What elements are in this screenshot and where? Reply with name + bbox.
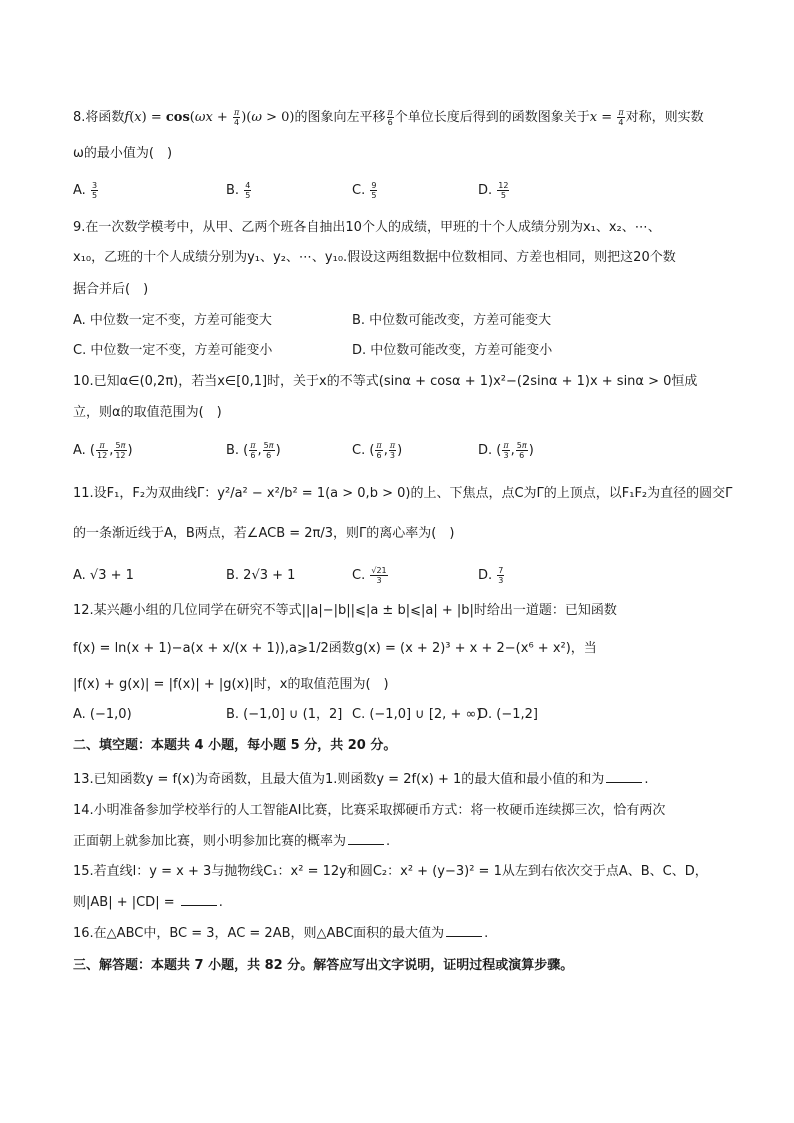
q10-line2: 立，则α的取值范围为( )	[73, 405, 222, 420]
q10-option-d: D. ( $\frac{\pi}{3}$ , $\frac{5\pi}{6}$ )	[478, 441, 534, 460]
q9-option-a: A. 中位数一定不变，方差可能变大	[73, 313, 272, 328]
q11-option-a: A. √3 + 1	[73, 568, 134, 583]
q10-option-c: C. ( $\frac{\pi}{6}$ , $\frac{\pi}{3}$ )	[352, 441, 403, 460]
q12-line1: 12.某兴趣小组的几位同学在研究不等式||a|−|b||⩽|a ± b|⩽|a| + |b|时给出一道题：已知函数	[73, 603, 617, 618]
q15-line1: 15.若直线l：y = x + 3与抛物线C₁：x² = 12y和圆C₂：x² + (y−3)² = 1从左到右依次交于点A、B、C、D，	[73, 864, 708, 879]
answer-blank	[606, 770, 642, 783]
q10-line1: 10.已知α∈(0,2π)，若当x∈[0,1]时，关于x的不等式(sinα + cosα + 1)x²−(2sinα + 1)x + sinα > 0恒成	[73, 374, 698, 389]
q12-option-c: C. (−1,0] ∪ [2, + ∞)	[352, 707, 482, 722]
q11-option-c: C. $\frac{√21}{3}$	[352, 566, 387, 585]
q8-line2: ω的最小值为( )	[73, 146, 173, 161]
section-fill-in-header: 二、填空题：本题共 4 小题，每小题 5 分，共 20 分。	[73, 738, 397, 753]
q15-line2: 则|AB| + |CD| = .	[73, 895, 223, 910]
section-solutions-header: 三、解答题：本题共 7 小题，共 82 分。解答应写出文字说明，证明过程或演算步骤。	[73, 958, 574, 973]
q14-line1: 14.小明准备参加学校举行的人工智能AI比赛，比赛采取掷硬币方式：将一枚硬币连续掷三次，恰有两次	[73, 803, 666, 818]
answer-blank	[348, 832, 384, 845]
q11-line1: 11.设F₁，F₂为双曲线Γ：y²/a² − x²/b² = 1(a > 0,b > 0)的上、下焦点，点C为Γ的上顶点，以F₁F₂为直径的圆交Γ	[73, 486, 733, 501]
q11-line2: 的一条渐近线于A，B两点，若∠ACB = 2π/3，则Γ的离心率为( )	[73, 526, 455, 541]
q8-line1: 8.将函数f(x) = cos(ωx + $\frac{\pi}{4}$ )(ω > 0)的图象向左平移 $\frac{\pi}{6}$ 个单位长度后得到的函数图象关于x = $\frac{\pi}{4}$ 对称，则实数	[73, 108, 704, 127]
q8-option-d: D. $\frac{12}{5}$	[478, 181, 509, 200]
q12-option-a: A. (−1,0)	[73, 707, 132, 722]
q11-option-d: D. $\frac{7}{3}$	[478, 566, 504, 585]
q8-option-a: A. $\frac{3}{5}$	[73, 181, 98, 200]
q10-option-b: B. ( $\frac{\pi}{6}$ , $\frac{5\pi}{6}$ )	[226, 441, 281, 460]
answer-blank	[181, 893, 217, 906]
q12-option-d: D. (−1,2]	[478, 707, 538, 722]
q12-line2: f(x) = ln(x + 1)−a(x + x/(x + 1)),a⩾1/2函数g(x) = (x + 2)³ + x + 2−(x⁶ + x²)，当	[73, 641, 597, 656]
q9-line2: x₁₀，乙班的十个人成绩分别为y₁、y₂、⋯、y₁₀.假设这两组数据中位数相同、方差也相同，则把这20个数	[73, 250, 676, 265]
q9-option-d: D. 中位数可能改变，方差可能变小	[352, 343, 553, 358]
q12-line3: |f(x) + g(x)| = |f(x)| + |g(x)|时，x的取值范围为( )	[73, 677, 389, 692]
answer-blank	[446, 924, 482, 937]
q9-option-b: B. 中位数可能改变，方差可能变大	[352, 313, 552, 328]
q12-option-b: B. (−1,0] ∪ (1，2]	[226, 707, 343, 722]
q9-line1: 9.在一次数学模考中，从甲、乙两个班各自抽出10个人的成绩，甲班的十个人成绩分别为x₁、x₂、⋯、	[73, 220, 661, 235]
q9-line3: 据合并后( )	[73, 282, 149, 297]
q8-option-b: B. $\frac{4}{5}$	[226, 181, 251, 200]
q11-option-b: B. 2√3 + 1	[226, 568, 296, 583]
q9-option-c: C. 中位数一定不变，方差可能变小	[73, 343, 273, 358]
q16-line: 16.在△ABC中，BC = 3，AC = 2AB，则△ABC面积的最大值为 .	[73, 926, 489, 941]
q8-option-c: C. $\frac{9}{5}$	[352, 181, 377, 200]
q13-line: 13.已知函数y = f(x)为奇函数，且最大值为1.则函数y = 2f(x) + 1的最大值和最小值的和为 .	[73, 772, 649, 787]
q14-line2: 正面朝上就参加比赛，则小明参加比赛的概率为 .	[73, 834, 391, 849]
q10-option-a: A. ( $\frac{\pi}{12}$ , $\frac{5\pi}{12}$ )	[73, 441, 133, 460]
